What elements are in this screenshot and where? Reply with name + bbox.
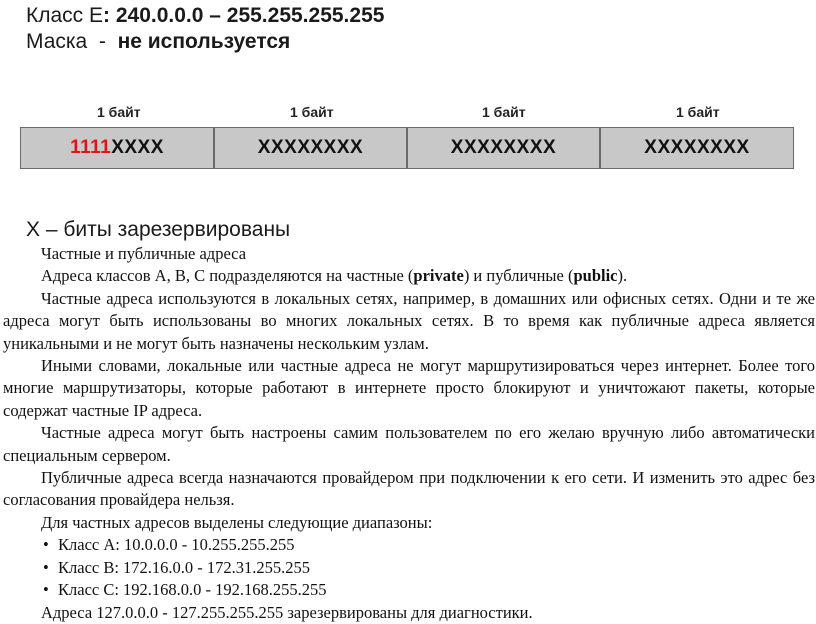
paragraph: Для частных адресов выделены следующие диапазоны: [41,512,433,532]
byte-label-3: 1 байт [482,104,526,120]
class-e-range: : 240.0.0.0 – 255.255.255.255 [103,4,385,27]
term-public: public [573,266,618,286]
class-e-heading [26,4,384,28]
paragraph: Публичные адреса всегда назначаются провайдером при подключении к его сети. И изменить это адрес без согласования провайдера нельзя. [3,468,815,510]
reserved-bits: XXXXXXXX [644,137,750,158]
list-item [3,534,815,556]
section-heading: Частные и публичные адреса [41,244,247,263]
document-body [3,243,815,624]
byte-cell-2 [215,127,406,169]
paragraph: Иными словами, локальные или частные адреса не могут маршрутизироваться через интернет. Более того многие маршрутизаторы, которые работают в интернете просто блокируют и уничтожают пакеты, которые содержат частные IP адреса. [3,356,815,420]
reserved-bits: XXXX [111,137,164,158]
byte-label-4: 1 байт [676,104,720,120]
byte-cell-1 [21,127,213,169]
paragraph: Частные адреса используются в локальных сетях, например, в домашних или офисных сетях. Одни и те же адреса могут быть использованы во многих локальных сетях. В то время как публичные адреса является уникальными и не могут быть назначены нескольким узлам. [3,288,815,353]
mask-heading [26,30,290,54]
paragraph: Адреса 127.0.0.0 - 127.255.255.255 зарезервированы для диагностики. [41,602,533,622]
bullet-icon: • [43,580,49,600]
bullet-icon: • [43,557,49,577]
mask-label: Маска - [26,30,118,53]
byte-label-1: 1 байт [97,104,141,120]
class-e-prefix: Класс E [26,4,104,27]
reserved-bits-note: X – биты зарезервированы [26,218,291,241]
text-run: ). [617,266,628,286]
list-item [3,557,815,579]
byte-label-2: 1 байт [290,104,334,120]
bullet-icon: • [43,535,49,555]
text-run: Адреса классов A, B, C подразделяются на частные ( [41,266,414,286]
list-item [3,579,815,601]
term-private: private [413,266,464,286]
list-item-text: Класс А: 10.0.0.0 - 10.255.255.255 [58,535,295,555]
fixed-bits: 1111 [70,137,112,158]
text-run: ) и публичные ( [463,266,574,286]
paragraph: Частные адреса могут быть настроены самим пользователем по его желаю вручную либо автоматически специальным сервером. [3,423,815,465]
reserved-bits: XXXXXXXX [257,137,364,158]
list-item-text: Класс С: 192.168.0.0 - 192.168.255.255 [58,580,327,600]
reserved-bits: XXXXXXXX [450,137,557,158]
byte-cell-4 [601,127,793,169]
mask-value: не используется [117,30,291,53]
paragraph-classes [3,265,815,287]
byte-cell-3 [408,127,599,169]
list-item-text: Класс B: 172.16.0.0 - 172.31.255.255 [58,557,311,577]
